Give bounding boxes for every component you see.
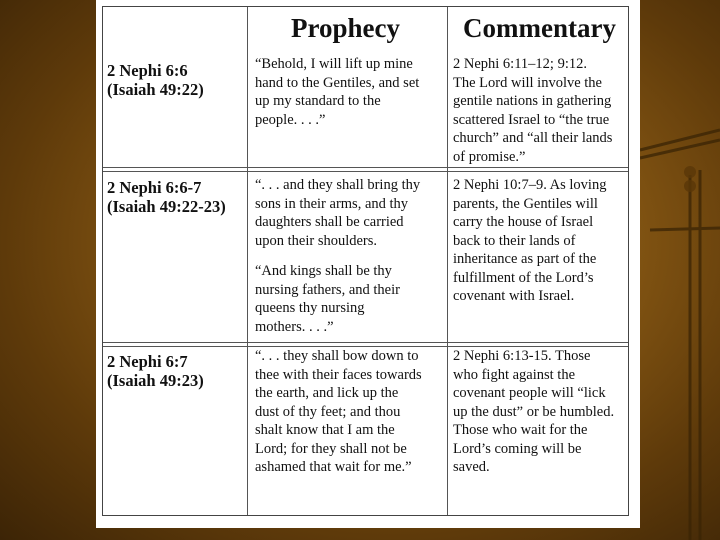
- prophecy-text: “Behold, I will lift up mine hand to the Gentiles, and set up my standard to the people. . . .”: [255, 56, 420, 128]
- column-divider: [447, 7, 448, 515]
- column-divider: [247, 7, 248, 515]
- commentary-text: 2 Nephi 6:13-15. Those who fight against the covenant people will “lick up the dust” or be humbled. Those who wait for the Lord’s coming will be saved.: [453, 348, 615, 475]
- commentary-text: 2 Nephi 6:11–12; 9:12. The Lord will involve the gentile nations in gathering scattered Israel to “the true church” and “all their lands of promise.”: [453, 56, 613, 165]
- document-page: [96, 0, 640, 528]
- commentary-header: Commentary: [463, 13, 616, 43]
- prophecy-text: “. . . and they shall bring thy sons in their arms, and thy daughters shall be carried upon their shoulders.: [255, 177, 421, 249]
- prophecy-header: Prophecy: [291, 13, 400, 43]
- prophecy-text: “. . . they shall bow down to thee with their faces towards the earth, and lick up the dust of thy feet; and thou shalt know that I am the Lord; for they shall not be ashamed that wait for me.”: [255, 348, 422, 475]
- scripture-reference: 2 Nephi 6:6-7 (Isaiah 49:22-23): [107, 178, 226, 216]
- commentary-text: 2 Nephi 10:7–9. As loving parents, the Gentiles will carry the house of Israel back to their lands of inheritance as part of the fulfillment of the Lord’s covenant with Israel.: [453, 177, 607, 304]
- prophecy-commentary-table: [102, 6, 629, 516]
- scripture-reference: 2 Nephi 6:6 (Isaiah 49:22): [107, 61, 204, 99]
- row-divider: [103, 167, 628, 172]
- scripture-reference: 2 Nephi 6:7 (Isaiah 49:23): [107, 352, 204, 390]
- prophecy-text-continued: “And kings shall be thy nursing fathers, and their queens thy nursing mothers. . . .”: [255, 263, 400, 335]
